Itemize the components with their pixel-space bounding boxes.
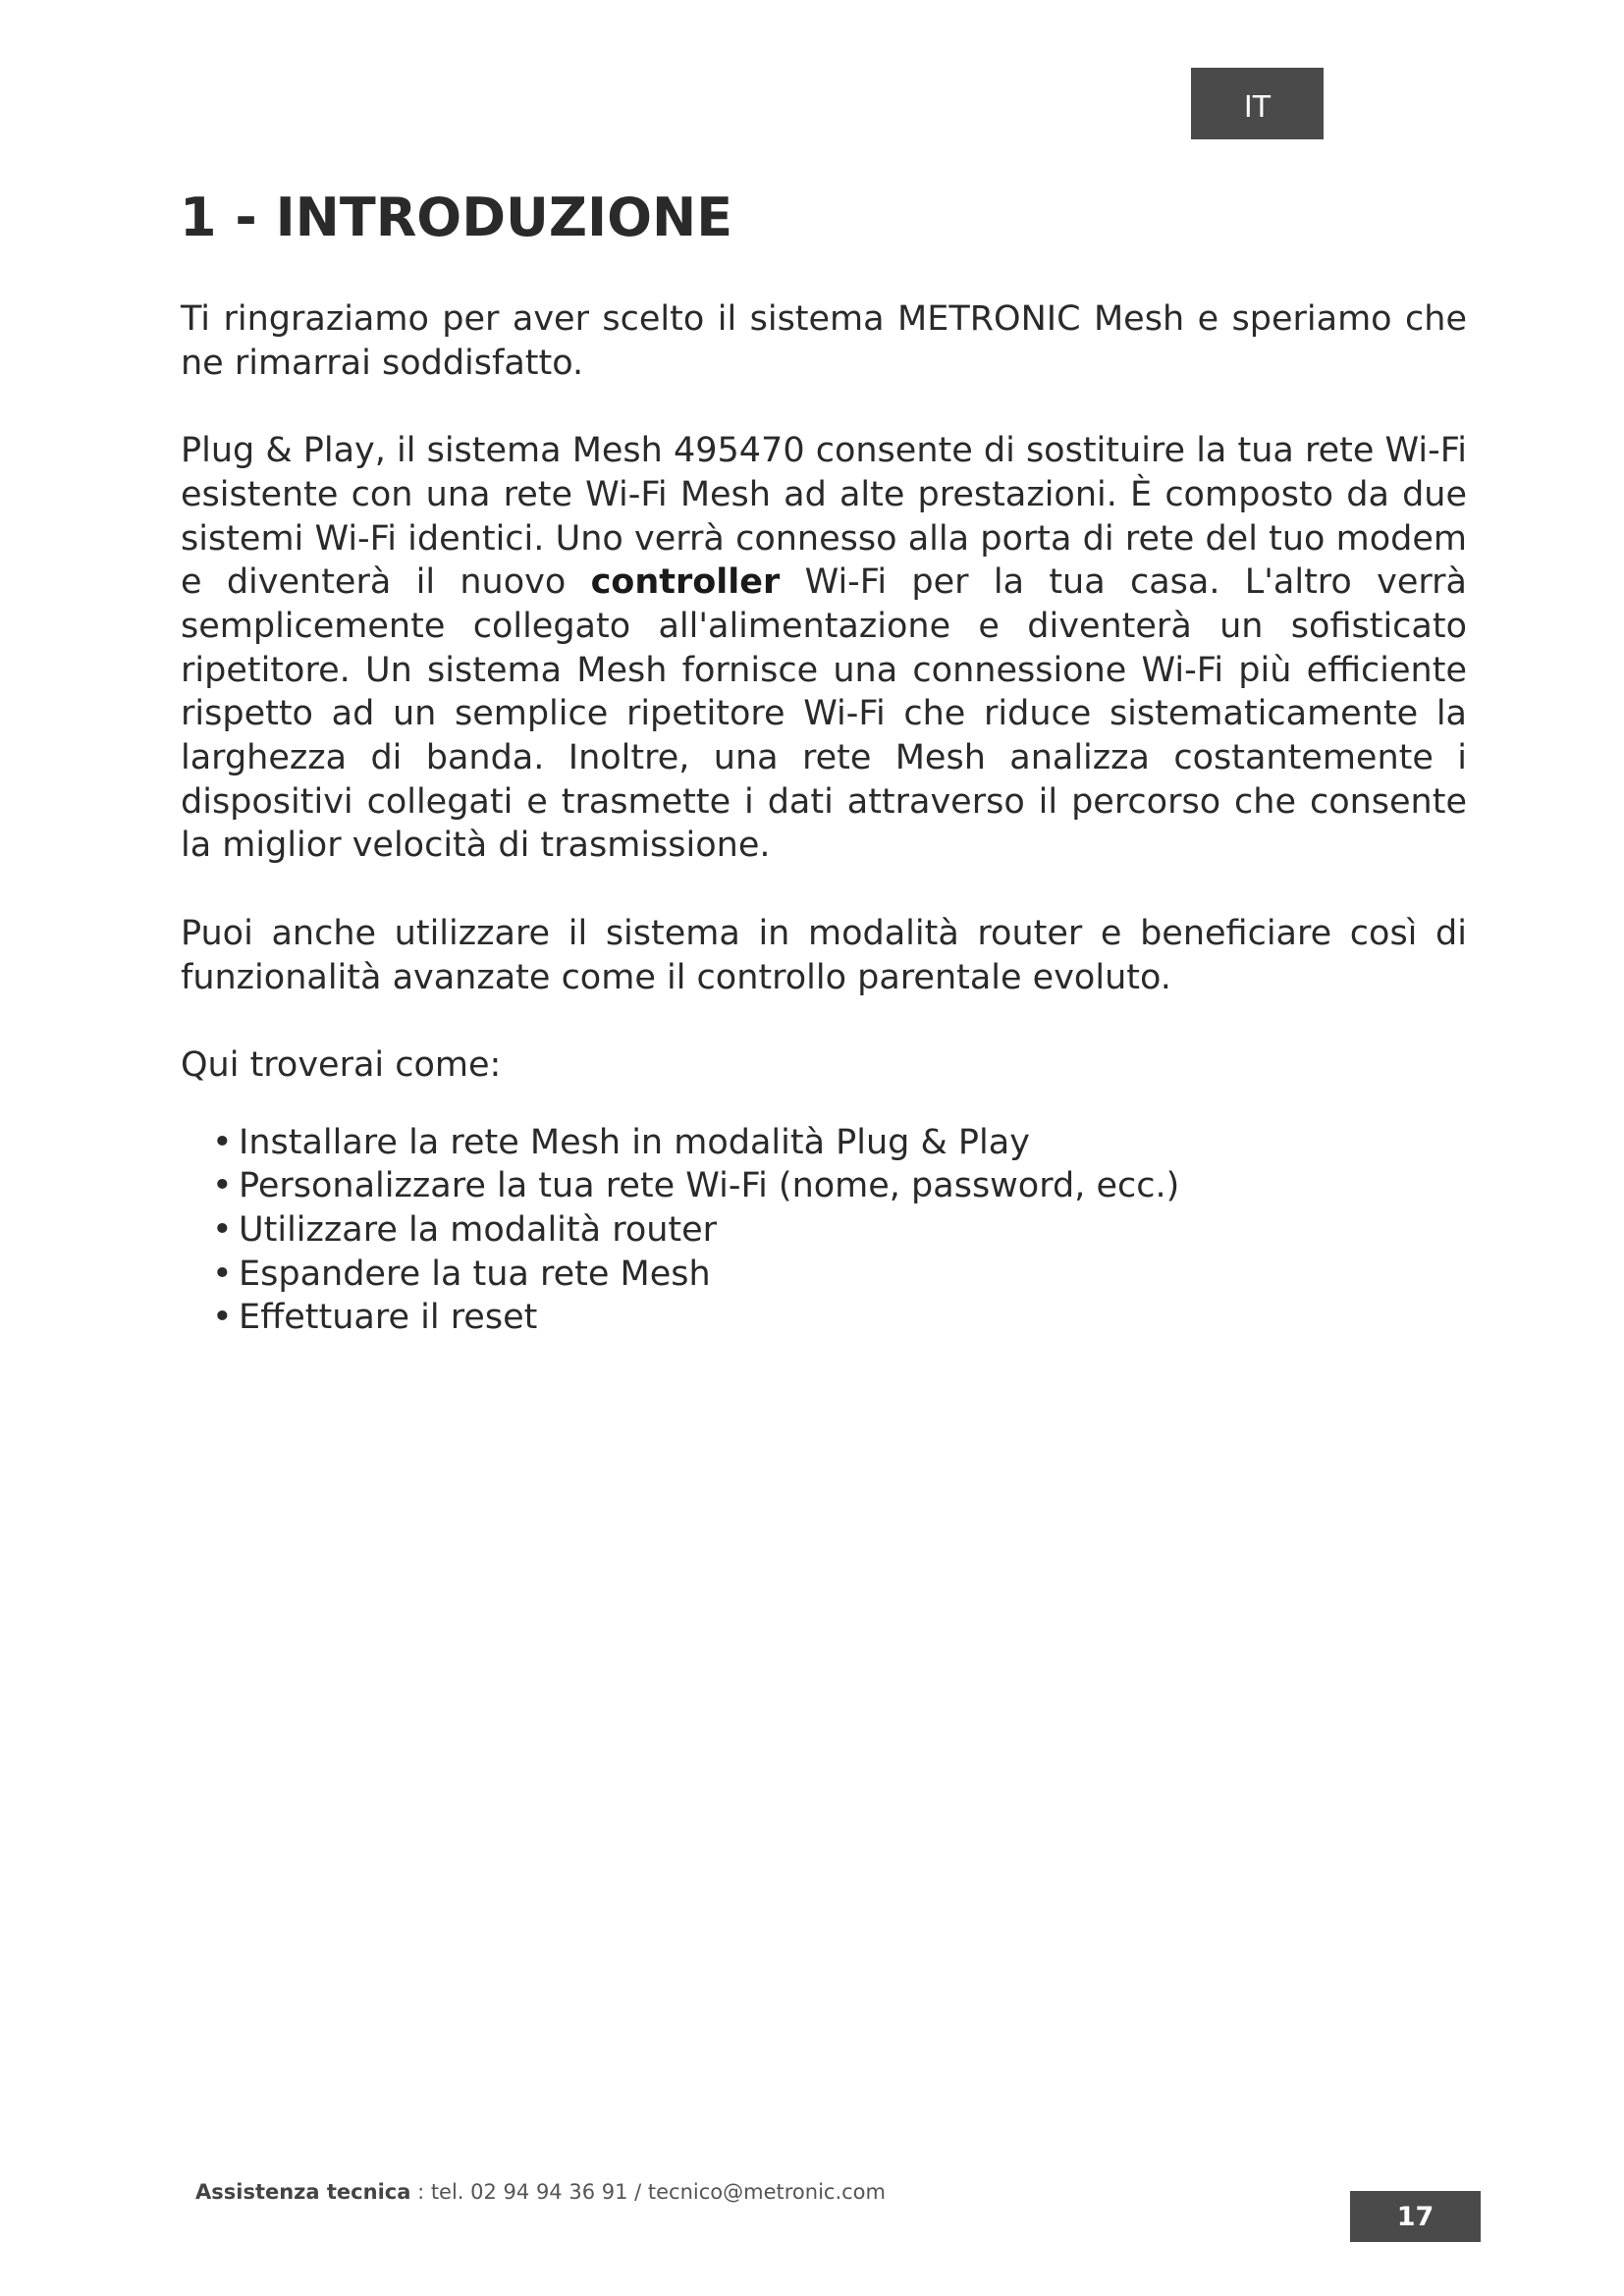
support-contact: : tel. 02 94 94 36 91 / tecnico@metronic.com [410, 2180, 886, 2204]
page-number: 17 [1350, 2191, 1481, 2242]
list-item: • Espandere la tua rete Mesh [212, 1253, 1467, 1297]
description-text-start: Plug & Play, il sistema Mesh 495470 consente di sostituire la tua rete Wi-Fi esistente con una rete Wi-Fi Mesh ad alte prestazioni. È composto da due sistemi Wi-Fi identici. Uno verrà connesso alla porta di rete del tuo modem e diventerà il nuovo [181, 431, 1468, 603]
language-tab: IT [1191, 68, 1324, 139]
feature-list [181, 1121, 1467, 1341]
support-label: Assistenza tecnica [195, 2180, 411, 2204]
controller-emphasis: controller [590, 562, 781, 603]
support-footer [195, 2180, 886, 2204]
list-item: • Utilizzare la modalità router [212, 1208, 1467, 1253]
list-item: • Effettuare il reset [212, 1296, 1467, 1340]
list-item: • Installare la rete Mesh in modalità Plug & Play [212, 1121, 1467, 1165]
list-intro: Qui troverai come: [181, 1044, 502, 1085]
page-title: 1 - INTRODUZIONE [180, 187, 733, 248]
main-content [181, 297, 1467, 1340]
description-paragraph [181, 429, 1467, 868]
router-mode-paragraph: Puoi anche utilizzare il sistema in modalità router e beneficiare così di funzionalità avanzate come il controllo parentale evoluto. [181, 913, 1467, 997]
description-text-end: Wi-Fi per la tua casa. L'altro verrà semplicemente collegato all'alimentazione e diventerà un sofisticato ripetitore. Un sistema Mesh fornisce una connessione Wi-Fi più efficiente rispetto ad un semplice ripetitore Wi-Fi che riduce sistematicamente la larghezza di banda. Inoltre, una rete Mesh analizza costantemente i dispositivi collegati e trasmette i dati attraverso il percorso che consente la miglior velocità di trasmissione. [181, 562, 1467, 866]
list-item: • Personalizzare la tua rete Wi-Fi (nome, password, ecc.) [212, 1164, 1467, 1208]
intro-paragraph: Ti ringraziamo per aver scelto il sistema METRONIC Mesh e speriamo che ne rimarrai soddisfatto. [181, 299, 1467, 383]
